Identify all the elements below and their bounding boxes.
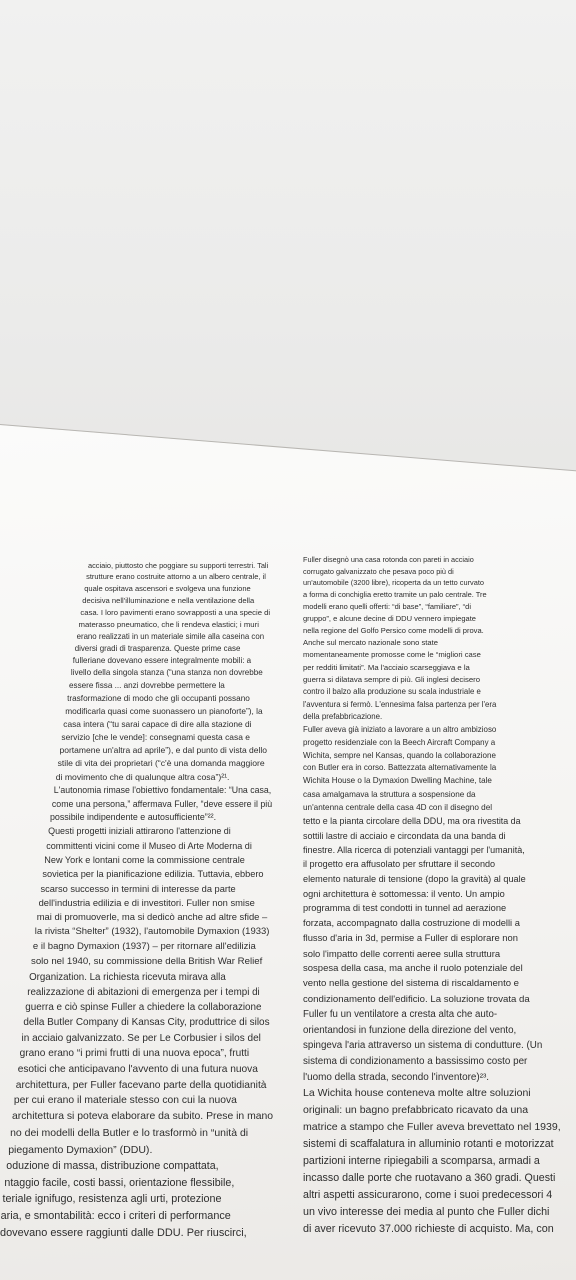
- right-paragraph-small: [303, 554, 576, 814]
- text-line: altri aspetti assicurarono, come i suoi predecessori 4: [303, 1189, 553, 1202]
- text-line: per cui erano il materiale stesso con cui la nuova: [13, 1095, 237, 1107]
- text-line: vento nella gestione del sistema di riscaldamento e: [303, 978, 519, 990]
- text-line: contro il balzo alla produzione su scala industriale e: [303, 687, 481, 697]
- text-line: casa amalgamava la struttura a sospensione da: [303, 790, 476, 800]
- text-line: guerra e ciò spinse Fuller a chiedere la collaborazione: [25, 1001, 262, 1013]
- text-line: Organization. La richiesta ricevuta mirava alla: [29, 971, 226, 983]
- text-line: materasso pneumatico, che li rendeva elastici; i muri: [78, 619, 259, 629]
- text-line: sistemi di scaffalatura in alluminio rotanti e motorizzat: [303, 1138, 554, 1150]
- text-line: modificarla quasi come suonassero un pianoforte”), la: [65, 706, 263, 717]
- text-line: la rivista “Shelter” (1932), l'automobile Dymaxion (1933): [34, 926, 270, 938]
- text-line: realizzazione di abitazioni di emergenza per i tempi di: [27, 986, 260, 998]
- text-line: fulleriane dovevano essere integralmente mobili: a: [72, 656, 252, 665]
- text-line: matrice a stampo che Fuller aveva brevettato nel 1939,: [303, 1121, 561, 1134]
- text-line: modelli erano quelli offerti: “di base”, “familiare”, “di: [303, 602, 471, 612]
- text-line: no dei modelli della Butler e lo trasformò in “unità di: [10, 1127, 249, 1139]
- text-line: elemento naturale di tensione (dopo la gravità) al quale: [303, 873, 526, 884]
- right-paragraph-large: [303, 1085, 576, 1238]
- text-line: La Wichita house conteneva molte altre soluzioni: [303, 1087, 531, 1100]
- text-line: trasformazione di modo che gli occupanti possano: [67, 693, 250, 703]
- text-line: servizio [che le vende]: consegnami questa casa e: [61, 732, 250, 743]
- text-line: dovevano essere raggiunti dalle DDU. Per riuscirci,: [0, 1226, 247, 1239]
- text-line: di movimento che di qualunque altra cosa”)²¹.: [55, 771, 230, 782]
- text-line: solo nel 1940, su commissione della British War Relief: [31, 955, 263, 967]
- text-line: programma di test condotti in tunnel ad aerazione: [303, 903, 507, 914]
- text-line: Fuller fu un ventilatore a cresta alta che auto-: [303, 1009, 498, 1021]
- text-line: Wichita House o la Dymaxion Dwelling Machine, tale: [303, 776, 492, 786]
- text-line: guerra si dilatava sempre di più. Gli inglesi decisero: [303, 675, 481, 685]
- text-line: della Butler Company di Kansas City, produttrice di silos: [23, 1017, 270, 1029]
- text-line: oduzione di massa, distribuzione compattata,: [6, 1160, 219, 1173]
- text-line: come una persona,” affermava Fuller, “deve essere il più: [51, 798, 273, 809]
- text-line: erano realizzati in un materiale simile alla caseina con: [76, 631, 265, 641]
- text-line: sospesa della casa, ma anche il ruolo potenziale del: [303, 963, 523, 975]
- text-line: acciaio, piuttosto che poggiare su supporti terrestri. Tali: [88, 561, 269, 570]
- text-line: L'autonomia rimase l'obiettivo fondamentale: “Una casa,: [53, 785, 272, 796]
- text-line: partizioni interne ripiegabili a scomparsa, armadi a: [303, 1154, 540, 1167]
- text-line: incasso dalle porte che ruotavano a 360 gradi. Questi: [303, 1172, 556, 1184]
- text-line: livello della singola stanza (“una stanza non dovrebbe: [70, 668, 263, 678]
- text-line: ntaggio facile, costi bassi, orientazione flessibile,: [4, 1176, 235, 1189]
- text-line: committenti vicini come il Museo di Arte Moderna di: [46, 841, 252, 852]
- text-line: New York e lontani come la commissione centrale: [44, 855, 245, 866]
- text-line: forzata, accompagnato dalla costruzione di modelli a: [303, 918, 520, 929]
- text-line: in acciaio galvanizzato. Se per Le Corbusier i silos del: [21, 1032, 261, 1044]
- text-line: essere fissa ... anzi dovrebbe permettere la: [69, 680, 225, 690]
- left-text-column-small: [0, 560, 300, 1242]
- text-line: Fuller disegnò una casa rotonda con pareti in acciaio: [303, 555, 474, 564]
- text-line: nella regione del Golfo Persico come modelli di prova.: [303, 626, 484, 636]
- text-line: aria, e smontabilità: ecco i criteri di performance: [0, 1209, 231, 1222]
- text-line: un vivo interesse dei media al punto che Fuller dichi: [303, 1206, 550, 1219]
- text-line: scarso successo in termini di interesse da parte: [40, 883, 236, 894]
- text-line: un'automobile (3200 libre), ricoperta da un tetto curvato: [303, 578, 484, 588]
- text-line: casa intera (“tu sarai capace di dire alla stazione di: [63, 719, 252, 730]
- text-line: progetto residenziale con la Beech Aircraft Company a: [303, 737, 496, 747]
- text-line: portamene un'altra ad aprile”), e dal punto di vista dello: [59, 745, 268, 756]
- text-line: esotici che anticipavano l'avvento di una futura nuova: [17, 1063, 258, 1075]
- text-line: teriale ignifugo, resistenza agli urti, protezione: [2, 1193, 222, 1206]
- text-line: solo l'impatto delle correnti aeree sulla struttura: [303, 948, 501, 960]
- text-line: condizionamento dell'edificio. La soluzione trovata da: [303, 993, 530, 1005]
- text-line: Anche sul mercato nazionale sono state: [303, 638, 438, 648]
- text-line: l'uomo della strada, secondo l'inventore)²³.: [303, 1071, 490, 1083]
- text-line: diversi gradi di trasparenza. Queste prime case: [74, 643, 241, 653]
- text-line: della prefabbricazione.: [303, 712, 383, 722]
- text-line: spingeva l'aria attraverso un sistema di condutture. (Un: [303, 1040, 543, 1052]
- text-line: Questi progetti iniziali attirarono l'attenzione di: [48, 826, 231, 837]
- text-line: a forma di conchiglia eretto tramite un palo centrale. Tre: [303, 590, 487, 600]
- text-line: sottili lastre di acciaio e circondata da una banda di: [303, 830, 506, 841]
- text-line: orientandosi in funzione della direzione del vento,: [303, 1024, 517, 1036]
- text-line: possibile indipendente e autosufficiente”²².: [50, 812, 217, 823]
- text-line: mai di promuoverle, ma si dedicò anche ad altre sfide –: [36, 911, 268, 923]
- text-line: il progetto era affusolato per sfruttare il secondo: [303, 859, 496, 870]
- text-line: Fuller aveva già iniziato a lavorare a un altro ambizioso: [303, 725, 497, 735]
- text-line: originali: un bagno prefabbricato ricavato da una: [303, 1104, 529, 1117]
- text-line: ogni architettura è sottomessa: il vento. Un ampio: [303, 888, 505, 899]
- text-line: corrugato galvanizzato che pesava poco più di: [303, 566, 454, 576]
- right-paragraph-medium: [303, 814, 576, 1085]
- text-line: sovietica per la pianificazione edilizia. Tuttavia, ebbero: [42, 869, 264, 880]
- text-line: flusso d'aria in 3d, permise a Fuller di esplorare non: [303, 933, 518, 944]
- text-line: dell'industria edilizia e di investitori. Fuller non smise: [38, 898, 255, 908]
- text-line: per redditi limitati”. Ma l'acciaio scarseggiava e la: [303, 662, 470, 672]
- text-line: decisiva nell'illuminazione e nella ventilazione della: [82, 595, 255, 605]
- text-line: piegamento Dymaxion” (DDU).: [8, 1143, 153, 1156]
- text-line: Wichita, sempre nel Kansas, quando la collaborazione: [303, 750, 496, 760]
- text-line: con Butler era in corso. Battezzata alternativamente la: [303, 763, 497, 773]
- text-line: quale ospitava ascensori e svolgeva una funzione: [84, 584, 251, 594]
- text-line: l'avventura si fermò. L'ennesima falsa partenza per l'era: [303, 699, 497, 709]
- right-text-column: [303, 554, 576, 1239]
- text-line: di aver ricevuto 37.000 richieste di acquisto. Ma, con: [303, 1223, 554, 1236]
- text-line: stile di vita dei proprietari (“c'è una domanda maggiore: [57, 758, 265, 769]
- text-line: casa. I loro pavimenti erano sovrapposti a una specie di: [80, 607, 271, 617]
- text-line: tetto e la pianta circolare della DDU, ma ora rivestita da: [303, 816, 521, 827]
- text-line: sistema di condizionamento a bassissimo costo per: [303, 1055, 528, 1067]
- text-line: gruppo”, e alcune decine di DDU vennero impiegate: [303, 614, 476, 624]
- text-line: architettura si poteva elaborare da subito. Prese in mano: [12, 1111, 274, 1123]
- text-line: grano erano “i primi frutti di una nuova epoca”, frutti: [19, 1048, 250, 1060]
- text-line: architettura, per Fuller facevano parte della quotidianità: [15, 1079, 267, 1091]
- text-line: e il bagno Dymaxion (1937) – per ritornare all'edilizia: [32, 940, 256, 952]
- text-line: strutture erano costruite attorno a un albero centrale, il: [86, 572, 266, 582]
- text-line: momentaneamente promosse come le “migliori case: [303, 650, 481, 660]
- text-line: finestre. Alla ricerca di potenziali vantaggi per l'umanità,: [303, 844, 525, 855]
- text-line: un'antenna centrale della casa 4D con il disegno del: [303, 803, 493, 813]
